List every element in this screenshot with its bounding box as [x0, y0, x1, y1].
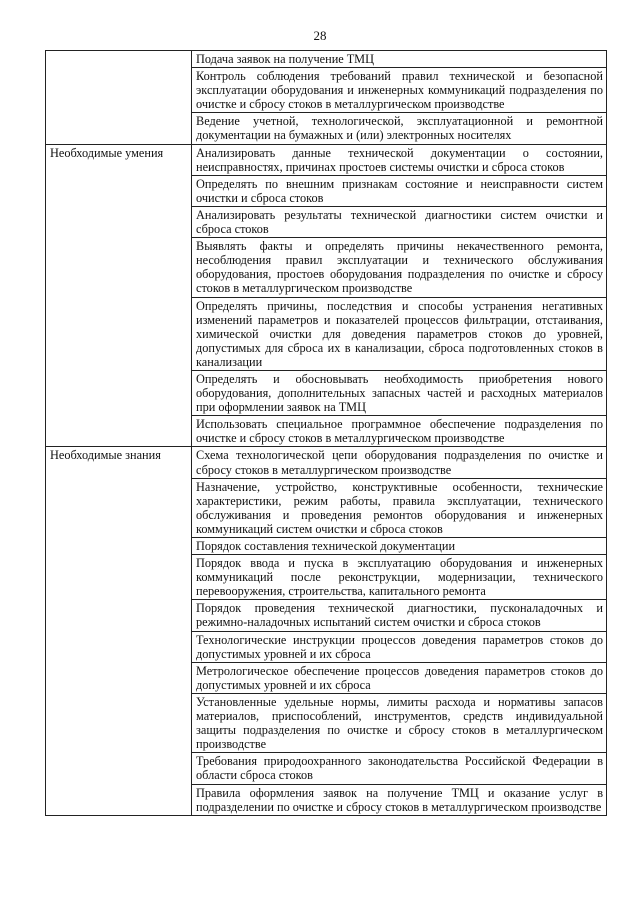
requirement-item: Порядок составления технической документации — [192, 538, 607, 555]
section-label — [46, 51, 192, 145]
section-label: Необходимые знания — [46, 447, 192, 815]
requirement-item: Требования природоохранного законодательства Российской Федерации в области сброса стоков — [192, 753, 607, 784]
table-row — [46, 144, 607, 175]
requirements-table — [45, 50, 607, 816]
page-number: 28 — [313, 28, 327, 43]
requirement-item: Определять и обосновывать необходимость приобретения нового оборудования, дополнительных запасных частей и расходных материалов при оформлении заявок на ТМЦ — [192, 370, 607, 415]
requirement-item: Метрологическое обеспечение процессов доведения параметров стоков до допустимых уровней и их сброса — [192, 662, 607, 693]
requirement-item: Технологические инструкции процессов доведения параметров стоков до допустимых уровней и их сброса — [192, 631, 607, 662]
requirement-item: Правила оформления заявок на получение ТМЦ и оказание услуг в подразделении по очистке и сбросу стоков в металлургическом производстве — [192, 784, 607, 815]
requirement-item: Определять причины, последствия и способы устранения негативных изменений параметров и показателей процессов фильтрации, отстаивания, химической очистки для доведения параметров стоков до уровней, допустимых для сброса их в канализации, сброса подготовленных стоков в канализации — [192, 297, 607, 370]
requirement-item: Порядок проведения технической диагностики, пусконаладочных и режимно-наладочных испытаний систем очистки и сброса стоков — [192, 600, 607, 631]
requirement-item: Схема технологической цепи оборудования подразделения по очистке и сбросу стоков в металлургическом производстве — [192, 447, 607, 478]
requirement-item: Подача заявок на получение ТМЦ — [192, 51, 607, 68]
table-row — [46, 51, 607, 68]
table-row — [46, 447, 607, 478]
requirement-item: Ведение учетной, технологической, эксплуатационной и ремонтной документации на бумажных и (или) электронных носителях — [192, 113, 607, 144]
requirement-item: Порядок ввода и пуска в эксплуатацию оборудования и инженерных коммуникаций после реконструкции, модернизации, технического перевооружения, строительства, капитального ремонта — [192, 555, 607, 600]
requirement-item: Выявлять факты и определять причины некачественного ремонта, несоблюдения правил эксплуатации и технического обслуживания оборудования, простоев оборудования подразделения по очистке и сбросу стоков в металлургическом производстве — [192, 238, 607, 297]
requirement-item: Анализировать данные технической документации о состоянии, неисправностях, причинах простоев системы очистки и сброса стоков — [192, 144, 607, 175]
section-label: Необходимые умения — [46, 144, 192, 447]
requirement-item: Контроль соблюдения требований правил технической и безопасной эксплуатации оборудования и инженерных коммуникаций подразделения по очистке и сбросу стоков в металлургическом производстве — [192, 68, 607, 113]
requirement-item: Анализировать результаты технической диагностики систем очистки и сброса стоков — [192, 206, 607, 237]
requirement-item: Использовать специальное программное обеспечение подразделения по очистке и сбросу стоков в металлургическом производстве — [192, 416, 607, 447]
requirement-item: Определять по внешним признакам состояние и неисправности систем очистки и сброса стоков — [192, 175, 607, 206]
requirement-item: Установленные удельные нормы, лимиты расхода и нормативы запасов материалов, приспособлений, инструментов, средств индивидуальной защиты подразделения по очистке и сбросу стоков в металлургическом производстве — [192, 693, 607, 752]
requirement-item: Назначение, устройство, конструктивные особенности, технические характеристики, режим работы, правила эксплуатации, технического обслуживания и проведения ремонтов оборудования и инженерных коммуникаций систем очистки и сброса стоков — [192, 478, 607, 537]
